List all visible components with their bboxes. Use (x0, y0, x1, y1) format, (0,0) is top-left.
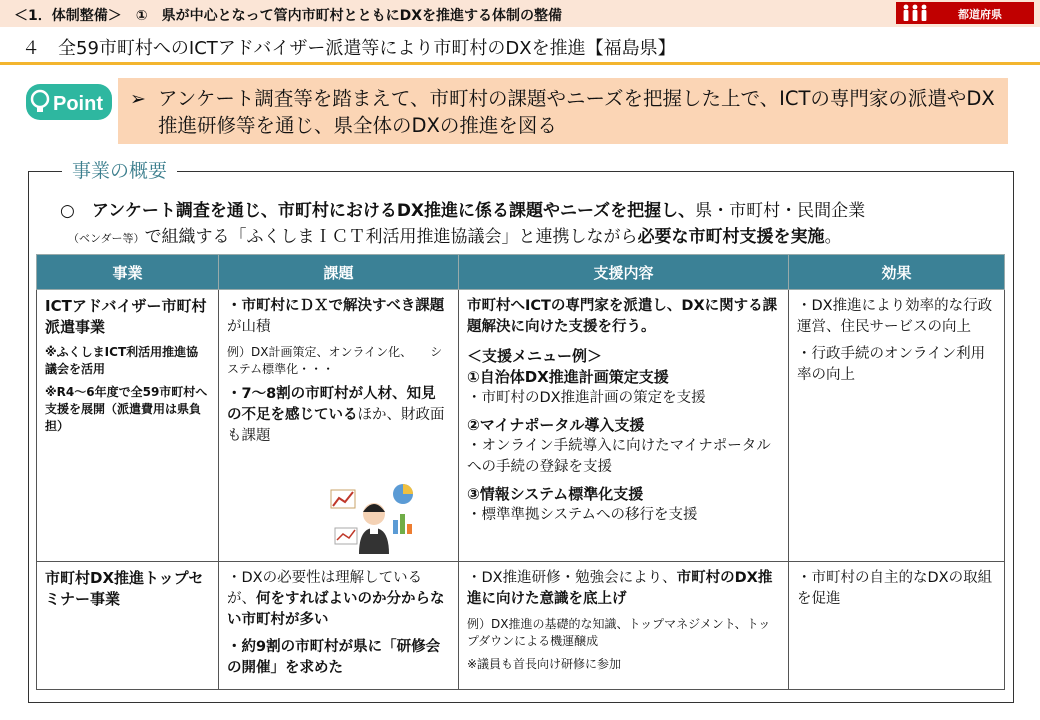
overview-line-1-bold: ○ アンケート調査を通じ、市町村におけるDX推進に係る課題やニーズを把握し、 (60, 201, 696, 221)
point-logo-text: Point (53, 93, 103, 115)
prefecture-badge (896, 2, 1034, 24)
row1-menu-1-title: ①自治体DX推進計画策定支援 (467, 368, 669, 386)
row1-issue-2-rest: ほか、財政面も課題 (227, 407, 445, 444)
project-table (36, 254, 1005, 690)
row1-issue-1-rest: が山積 (227, 319, 271, 335)
section-heading: 事業の概要 (62, 156, 177, 183)
row1-effect-cell (789, 290, 1005, 562)
row2-issue-2: ・約9割の市町村が県に「研修会の開催」を求めた (227, 639, 441, 676)
row2-issue-1 (227, 568, 450, 631)
row1-menu-3-desc: ・標準準拠システムへの移行を支援 (467, 507, 698, 523)
overview-line-1-rest: 県・市町村・民間企業 (695, 201, 866, 221)
header-effect: 効果 (789, 255, 1005, 290)
row1-effect-2: ・行政手続のオンライン利用率の向上 (797, 346, 986, 383)
row2-project-name: 市町村DX推進トップセミナー事業 (45, 569, 204, 608)
row1-issue-1-bold: ・市町村にＤＸで解決すべき課題 (227, 298, 445, 314)
table-row (37, 562, 1005, 690)
overview-line-1 (60, 196, 865, 221)
row1-note-2: ※R4～6年度で全59市町村へ支援を展開（派遣費用は県負担） (45, 385, 208, 433)
row1-issue-2-bold: ・7～8割の市町村が人材、知見の不足を感じている (227, 386, 436, 423)
row1-note-1: ※ふくしまICT利活用推進協議会を活用 (45, 345, 199, 376)
row2-support-rest: ・DX推進研修・勉強会により、 (467, 570, 677, 586)
row2-effect: ・市町村の自主的なDXの取組を促進 (797, 570, 993, 607)
title-underline (0, 62, 1040, 65)
breadcrumb: ＜1．体制整備＞ ① 県が中心となって管内市町村とともにDXを推進する体制の整備 (14, 8, 563, 24)
page-title: ４ 全59市町村へのICTアドバイザー派遣等により市町村のDXを推進【福島県】 (22, 38, 676, 59)
row1-effect-1: ・DX推進により効率的な行政運営、住民サービスの向上 (797, 298, 993, 335)
row1-menu-3-title: ③情報システム標準化支援 (467, 485, 644, 503)
overview-line-2-small: （ベンダー等） (68, 232, 145, 245)
overview-line-2-mid: で組織する「ふくしまＩＣＴ利活用推進協議会」と連携しながら (144, 227, 638, 247)
row2-support-main (467, 568, 780, 610)
row1-issue-1 (227, 296, 450, 338)
row2-project-cell (37, 562, 219, 690)
row2-issue-cell (219, 562, 459, 690)
row2-support-example: 例）DX推進の基礎的な知識、トップマネジメント、トップダウンによる機運醸成 (467, 617, 771, 648)
row2-effect-cell (789, 562, 1005, 690)
table-header-row (37, 255, 1005, 290)
point-box (118, 78, 1008, 144)
row2-support-note: ※議員も首長向け研修に参加 (467, 657, 622, 671)
point-logo-icon (26, 84, 112, 120)
row2-support-cell (459, 562, 789, 690)
people-icon (902, 4, 928, 22)
row1-menu-2-desc: ・オンライン手続導入に向けたマイナポータルへの手続の登録を支援 (467, 438, 771, 475)
row1-menu-2-title: ②マイナポータル導入支援 (467, 416, 645, 434)
row1-project-name: ICTアドバイザー市町村派遣事業 (45, 297, 207, 336)
header-project: 事業 (37, 255, 219, 290)
row1-menu-1-desc: ・市町村のDX推進計画の策定を支援 (467, 390, 706, 406)
worried-person-with-charts-illustration (329, 482, 419, 556)
table-row (37, 290, 1005, 562)
point-text: アンケート調査等を踏まえて、市町村の課題やニーズを把握した上で、ICTの専門家の派遣やDX推進研修等を通じ、県全体のDXの推進を図る (158, 87, 995, 137)
row2-issue-1-rest: ・DXの必要性は理解しているが、 (227, 570, 423, 607)
badge-label: 都道府県 (958, 8, 1002, 21)
row1-support-lead: 市町村へICTの専門家を派遣し、DXに関する課題解決に向けた支援を行う。 (467, 298, 778, 335)
overview-line-2 (68, 222, 842, 247)
row1-issue-example: 例）DX計画策定、オンライン化、 システム標準化・・・ (227, 345, 443, 376)
row2-support-bold: 市町村のDX推進に向けた意識を底上げ (467, 570, 773, 607)
row1-project-cell (37, 290, 219, 562)
overview-line-2-bold: 必要な市町村支援を実施 (637, 227, 825, 247)
top-band (0, 0, 1040, 27)
header-support: 支援内容 (459, 255, 789, 290)
bullet-arrow-icon: ➢ (130, 88, 146, 110)
row1-menu-title: ＜支援メニュー例＞ (467, 347, 603, 365)
header-issue: 課題 (219, 255, 459, 290)
row1-issue-2 (227, 384, 450, 447)
row1-issue-cell (219, 290, 459, 562)
row2-issue-1-bold: 何をすればよいのか分からない市町村が多い (227, 591, 445, 628)
row1-support-cell (459, 290, 789, 562)
overview-line-2-end: 。 (824, 227, 842, 247)
